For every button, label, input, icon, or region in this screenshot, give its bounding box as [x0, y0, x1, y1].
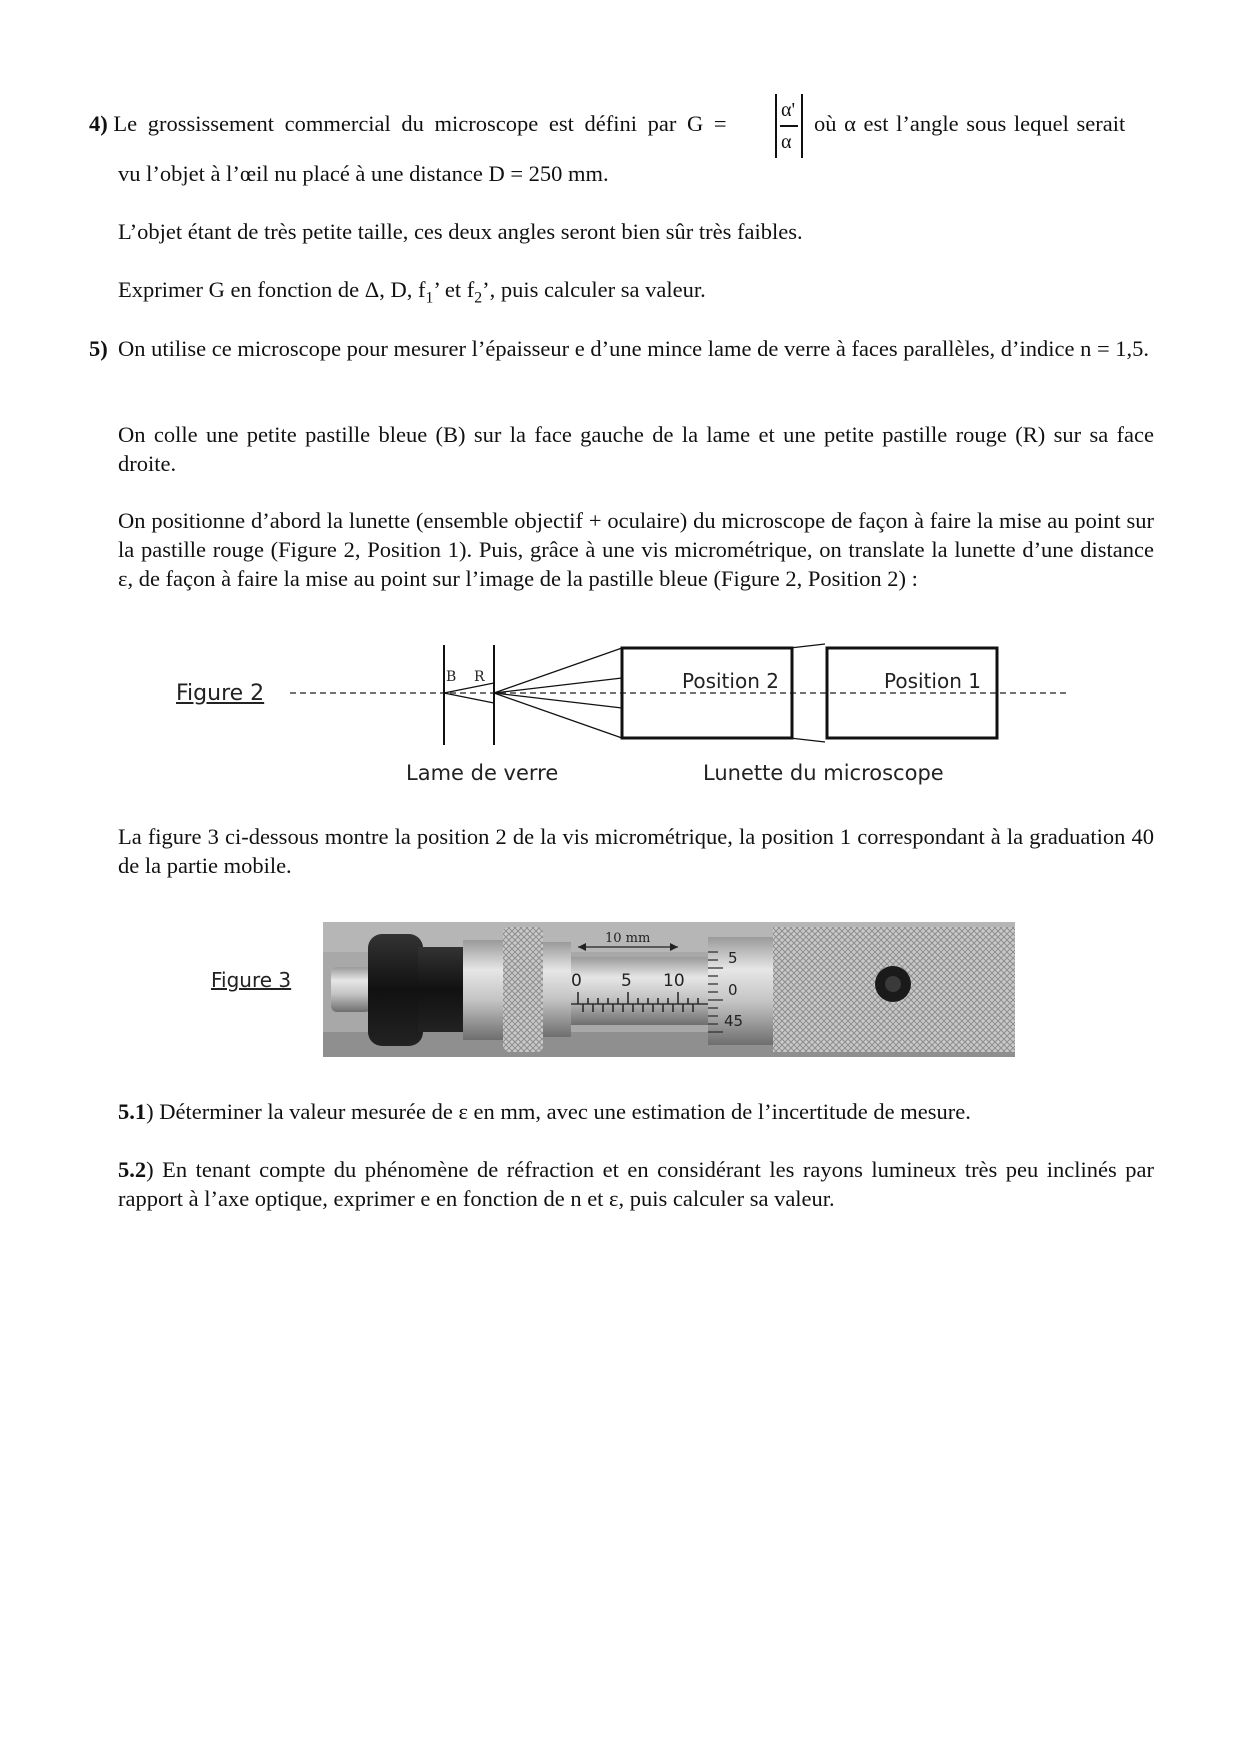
- ray: [790, 738, 825, 742]
- ray: [444, 693, 494, 703]
- q4-sub2: 2: [474, 289, 483, 307]
- figure3-label: Figure 3: [211, 968, 292, 992]
- q4-line1-pre: Le grossissement commercial du microscope est défini par G =: [113, 111, 727, 136]
- ray: [494, 693, 622, 738]
- thimble-tick-0: 0: [728, 981, 738, 999]
- sleeve-tick-10: 10: [663, 971, 685, 991]
- ray: [494, 648, 622, 693]
- q51-text: ) Déterminer la valeur mesurée de ε en mm, avec une estimation de l’incertitude de mesure.: [146, 1099, 971, 1124]
- position2-label: Position 2: [682, 669, 779, 693]
- position2-box: [622, 648, 792, 738]
- q5-paragraph-3: On positionne d’abord la lunette (ensemble objectif + oculaire) du microscope de façon à faire la mise au point sur la pastille rouge (Figure 2, Position 1). Puis, grâce à une vis micrométrique, on translate la lunette d’une distance ε, de façon à faire la mise au point sur l’image de la pastille bleue (Figure 2, Position 2) :: [118, 508, 1154, 591]
- sleeve-tick-5: 5: [621, 971, 632, 991]
- figure2-diagram: [290, 640, 1080, 750]
- thimble-tick-5: 5: [728, 949, 738, 967]
- q52-number: 5.2: [118, 1157, 147, 1182]
- q4-number: 4): [89, 111, 108, 136]
- q5-paragraph-4: La figure 3 ci-dessous montre la position 2 de la vis micrométrique, la position 1 correspondant à la graduation 40 de la partie mobile.: [118, 824, 1154, 878]
- q4-sub1: 1: [425, 289, 434, 307]
- micrometer-illustration: [323, 922, 1015, 1057]
- caption-microscope: Lunette du microscope: [703, 761, 944, 785]
- q52-paragraph: [118, 1156, 1154, 1214]
- q4-para3-b: ’ et f: [433, 277, 475, 302]
- ray: [494, 693, 622, 708]
- label-r: R: [474, 669, 485, 685]
- q52-text: ) En tenant compte du phénomène de réfraction et en considérant les rayons lumineux très peu inclinés par rapport à l’axe optique, exprimer e en fonction de n et ε, puis calculer sa valeur.: [118, 1157, 1154, 1211]
- q5-number: 5): [89, 336, 108, 361]
- scale-label: 10 mm: [605, 931, 651, 946]
- sleeve-tick-0: 0: [571, 971, 582, 991]
- micrometer-photo: [323, 922, 1015, 1057]
- q4-line2: vu l’objet à l’œil nu placé à une distance D = 250 mm.: [118, 161, 609, 186]
- q4-line1-post: où α est l’angle sous lequel serait: [814, 111, 1126, 136]
- ray: [790, 644, 825, 648]
- q5-paragraph-2: On colle une petite pastille bleue (B) sur la face gauche de la lame et une petite pastille rouge (R) sur sa face droite.: [118, 422, 1154, 476]
- q51-paragraph: [118, 1098, 1154, 1127]
- caption-glass: Lame de verre: [406, 761, 559, 785]
- figure2-label: Figure 2: [176, 681, 265, 706]
- thimble-tick-45: 45: [724, 1012, 744, 1030]
- q51-number: 5.1: [118, 1099, 147, 1124]
- q4-paragraph-2: L’objet étant de très petite taille, ces deux angles seront bien sûr très faibles.: [118, 219, 803, 244]
- label-b: B: [446, 669, 457, 685]
- fraction-numerator: α': [781, 99, 796, 121]
- ray: [494, 678, 622, 693]
- q5-paragraph-1: On utilise ce microscope pour mesurer l’épaisseur e d’une mince lame de verre à faces parallèles, d’indice n = 1,5.: [118, 336, 1150, 361]
- formula-fraction: [775, 94, 803, 158]
- q4-para3-c: ’, puis calculer sa valeur.: [482, 277, 706, 302]
- fraction-denominator: α: [781, 131, 792, 153]
- q4-paragraph-3: [118, 276, 1154, 305]
- position1-label: Position 1: [884, 669, 981, 693]
- q4-para3-a: Exprimer G en fonction de Δ, D, f: [118, 277, 426, 302]
